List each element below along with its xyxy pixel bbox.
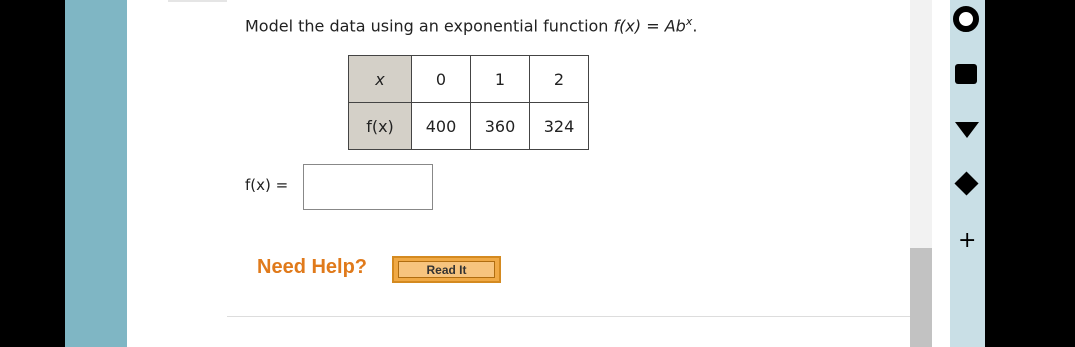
table-row <box>349 56 589 103</box>
need-help-label: Need Help? <box>257 256 368 278</box>
scrollbar-thumb[interactable] <box>910 248 932 347</box>
fx-value-cell: 360 <box>471 103 530 150</box>
left-gutter <box>0 0 65 347</box>
circle-icon[interactable] <box>953 6 979 32</box>
left-strip <box>65 0 127 347</box>
question-prefix: Model the data using an exponential function <box>245 16 614 36</box>
right-rail <box>932 0 950 347</box>
x-value-cell: 2 <box>530 56 589 103</box>
question-function: f(x) <box>613 16 642 36</box>
question-suffix: . <box>692 16 698 36</box>
triangle-icon[interactable] <box>955 122 979 138</box>
question-exponent: x <box>685 15 693 28</box>
x-value-cell: 1 <box>471 56 530 103</box>
answer-label: f(x) = <box>245 176 289 194</box>
read-it-label: Read It <box>398 261 495 278</box>
plus-icon[interactable]: + <box>958 228 977 253</box>
fx-value-cell: 400 <box>412 103 471 150</box>
question-text <box>245 15 697 35</box>
fx-value-cell: 324 <box>530 103 589 150</box>
answer-input[interactable] <box>303 164 433 210</box>
square-icon[interactable] <box>955 64 977 84</box>
question-base: Ab <box>664 16 686 36</box>
row-header-fx: f(x) <box>349 103 412 150</box>
question-equals: = <box>641 16 665 36</box>
data-table <box>348 55 589 150</box>
table-row <box>349 103 589 150</box>
row-header-x: x <box>349 56 412 103</box>
read-it-button[interactable] <box>392 256 501 283</box>
x-value-cell: 0 <box>412 56 471 103</box>
